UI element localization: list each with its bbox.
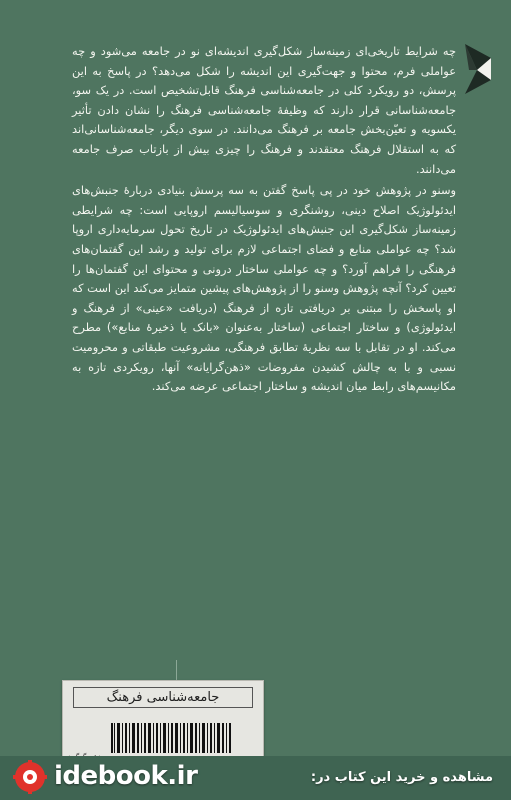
site-caption: مشاهده و خرید این کتاب در: [310,770,493,785]
publisher-logo-icon [455,40,499,96]
divider-line [176,660,177,682]
back-cover-text [72,42,456,399]
barcode-icon [111,723,231,753]
sticker-book-title: جامعه‌شناسی فرهنگ [73,687,253,708]
paragraph-research: وسنو در پژوهش خود در پی پاسخ گفتن به سه پرسش بنیادی دربارهٔ جنبش‌های ایدئولوژیک اصلاح دینی، روشنگری و سوسیالیسم اروپایی است: چه شرایطی زمینه‌ساز شکل‌گیری این جنبش‌های ایدئولوژیک در تاریخ تحول سرمایه‌داری اروپا شد؟ چه عواملی منابع و فضای اجتماعی لازم برای تولید و رشد این گفتمان‌های فرهنگی را فراهم آورد؟ و چه عواملی ساختار درونی و محتوای این گفتمان‌ها را تعیین کرد؟ آنچه پژوهش وسنو را از پژوهش‌های پیشین متمایز می‌کند این است که او پاسخش را مبتنی بر دریافتی تازه از فرهنگ (دریافت «عینی» از فرهنگ و ایدئولوژی) و ساختار اجتماعی (ساختار به‌عنوان «بانک یا ذخیرهٔ منابع») مطرح می‌کند. او در تقابل با سه نظریهٔ تطابق فرهنگی، مشروعیت طبقاتی و محرومیت نسبی و با به چالش کشیدن مفروضات «ذهن‌گرایانه» آنها، رویکردی تازه به مکانیسم‌های رابط میان اندیشه و ساختار اجتماعی عرضه می‌کند. [72,183,456,394]
idebook-logo-icon [10,760,50,796]
site-name: idebook.ir [54,761,198,791]
paragraph-intro: چه شرایط تاریخی‌ای زمینه‌ساز شکل‌گیری اندیشه‌ای نو در جامعه می‌شود و چه عواملی فرم، محتوا و جهت‌گیری این اندیشه را شکل می‌دهد؟ در پاسخ به این پرسش، دو رویکرد کلی در جامعه‌شناسی فرهنگ قابل‌تشخیص است. در یک سو، جامعه‌شناسانی قرار دارند که وظیفهٔ جامعه‌شناسی فرهنگ را نشان دادن تأثیر یکسویه و تعیّن‌بخش جامعه بر فرهنگ می‌دانند. در سوی دیگر، جامعه‌شناسانی‌اند که به استقلال فرهنگ معتقدند و فرهنگ را چیزی بیش از بازتاب صرف جامعه می‌دانند. [72,44,456,176]
